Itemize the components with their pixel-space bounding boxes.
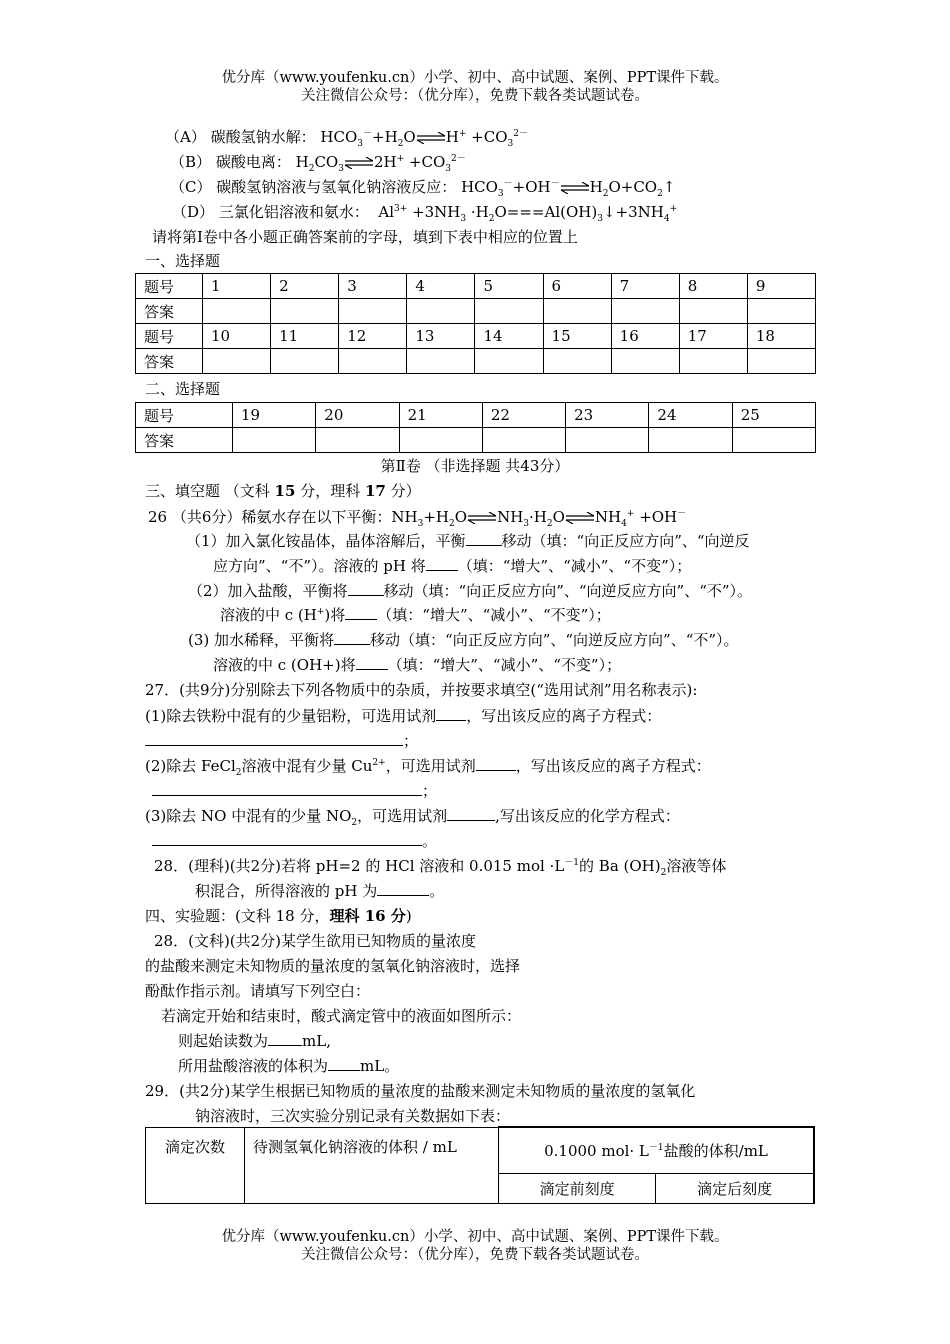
- answer-cell[interactable]: [271, 299, 339, 324]
- table-label: 题号: [136, 274, 203, 299]
- q28-science-line1: 28．(理科)(共2分)若将 pH=2 的 HCl 溶液和 0.015 mol $\cdot L^{-1}$的 Ba $(OH)_2$溶液等体: [154, 857, 727, 878]
- answer-blank[interactable]: [145, 731, 403, 746]
- q27-part3-answer: 。: [152, 831, 437, 851]
- section3-title: 三、填空题 （文科 15 分，理科 17 分）: [145, 482, 421, 500]
- equilibrium-arrow-icon: [560, 182, 590, 194]
- answer-cell[interactable]: [543, 349, 611, 374]
- page-header-line2: 关注微信公众号：（优分库），免费下载各类试题试卷。: [301, 88, 649, 104]
- table-cell: 25: [732, 403, 815, 428]
- answer-cell[interactable]: [679, 299, 747, 324]
- table-cell: 9: [747, 274, 815, 299]
- table-label: 题号: [136, 403, 233, 428]
- section2-title: 二、选择题: [145, 380, 221, 398]
- table-cell: 12: [339, 324, 407, 349]
- table-header: 待测氢氧化钠溶液的体积 / mL: [245, 1127, 499, 1203]
- q28-liberal-line4: 若滴定开始和结束时，酸式滴定管中的液面如图所示：: [161, 1007, 522, 1025]
- option-b: （B） 碳酸电离： $H_2CO_3$ $2H^+ +CO_3^{2-}$: [170, 153, 466, 174]
- answer-blank[interactable]: [152, 831, 422, 846]
- page-footer-line2: 关注微信公众号：（优分库），免费下载各类试题试卷。: [301, 1247, 649, 1263]
- answer-cell[interactable]: [203, 299, 271, 324]
- q27-part1: (1)除去铁粉中混有的少量铝粉，可选用试剂 ，写出该反应的离子方程式：: [145, 707, 662, 725]
- answer-cell[interactable]: [407, 299, 475, 324]
- answer-blank[interactable]: [436, 706, 466, 721]
- table-cell: 6: [543, 274, 611, 299]
- page-header-line1: 优分库（www.youfenku.cn）小学、初中、高中试题、案例、PPT课件下载。: [221, 70, 729, 86]
- q26-head: 26 （共6分）稀氨水存在以下平衡：$NH_3+H_2O$ $NH_3\cdot H_2O$ $NH_4^+ +OH^-$: [148, 508, 687, 529]
- table-label: 答案: [136, 299, 203, 324]
- answer-blank[interactable]: [334, 630, 370, 645]
- answer-cell[interactable]: [475, 349, 543, 374]
- section4-title: 四、实验题：(文科 18 分，理科 16 分): [145, 907, 412, 925]
- table-cell: 7: [611, 274, 679, 299]
- answer-blank[interactable]: [356, 655, 388, 670]
- answer-blank[interactable]: [345, 605, 377, 620]
- answer-blank[interactable]: [466, 531, 502, 546]
- table-header: 滴定次数: [146, 1127, 245, 1203]
- answer-blank[interactable]: [328, 1056, 360, 1071]
- answer-blank[interactable]: [426, 556, 458, 571]
- q28-liberal-line3: 酚酞作指示剂。请填写下列空白：: [145, 982, 371, 1000]
- q26-part1-line2: 应方向”、“不”）。溶液的 pH 将 （填：“增大”、“减小”、“不变”）；: [213, 557, 692, 575]
- table-cell: 10: [203, 324, 271, 349]
- table-cell: 13: [407, 324, 475, 349]
- answer-blank[interactable]: [377, 881, 429, 896]
- q28-liberal-line1: 28．(文科)(共2分)某学生欲用已知物质的量浓度: [154, 932, 477, 950]
- answer-cell[interactable]: [566, 428, 649, 453]
- q27-part3: (3)除去 NO 中混有的少量 $NO_2$，可选用试剂 ,写出该反应的化学方程式：: [145, 807, 680, 828]
- table-label: 题号: [136, 324, 203, 349]
- answer-cell[interactable]: [679, 349, 747, 374]
- q27-head: 27．(共9分)分别除去下列各物质中的杂质，并按要求填空(“选用试剂”用名称表示):: [145, 681, 698, 699]
- table-cell: 17: [679, 324, 747, 349]
- answer-cell[interactable]: [399, 428, 482, 453]
- table-cell: 15: [543, 324, 611, 349]
- table-header: 0.1000 $mol\cdot L^{-1}$盐酸的体积/mL: [499, 1127, 815, 1174]
- table-cell: 14: [475, 324, 543, 349]
- answer-cell[interactable]: [271, 349, 339, 374]
- answer-blank[interactable]: [268, 1031, 302, 1046]
- q28-liberal-line6: 所用盐酸溶液的体积为 mL。: [178, 1057, 400, 1075]
- answer-blank[interactable]: [348, 581, 384, 596]
- table-cell: 23: [566, 403, 649, 428]
- q29-line1: 29．(共2分)某学生根据已知物质的量浓度的盐酸来测定未知物质的量浓度的氢氧化: [145, 1082, 696, 1100]
- table-cell: 19: [233, 403, 316, 428]
- instruction-text: 请将第Ⅰ卷中各小题正确答案前的字母，填到下表中相应的位置上: [152, 228, 578, 246]
- answer-cell[interactable]: [747, 349, 815, 374]
- answer-cell[interactable]: [732, 428, 815, 453]
- answer-cell[interactable]: [747, 299, 815, 324]
- answer-table-1: [135, 273, 816, 374]
- part2-title: 第Ⅱ卷 （非选择题 共43分）: [380, 457, 570, 475]
- table-cell: 18: [747, 324, 815, 349]
- table-cell: 5: [475, 274, 543, 299]
- table-cell: 2: [271, 274, 339, 299]
- q28-liberal-line5: 则起始读数为 mL,: [178, 1032, 331, 1050]
- answer-cell[interactable]: [611, 299, 679, 324]
- table-cell: 1: [203, 274, 271, 299]
- q26-part1-line1: （1）加入氯化铵晶体，晶体溶解后，平衡 移动（填：“向正反应方向”、“向逆反: [186, 532, 750, 550]
- q27-part1-answer: ；: [145, 731, 418, 751]
- q26-part2-line2: 溶液的中 c (H+)将 （填：“增大”、“减小”、“不变”）；: [220, 606, 611, 624]
- table-label: 答案: [136, 349, 203, 374]
- table-label: 答案: [136, 428, 233, 453]
- q29-line2: 钠溶液时，三次实验分别记录有关数据如下表：: [195, 1107, 511, 1125]
- option-a: （A） 碳酸氢钠水解： $HCO_3^-+H_2O$ $H^+ +CO_3^{2-}$: [165, 128, 528, 149]
- answer-cell[interactable]: [611, 349, 679, 374]
- q28-liberal-line2: 的盐酸来测定未知物质的量浓度的氢氧化钠溶液时，选择: [145, 957, 521, 975]
- answer-blank[interactable]: [152, 781, 422, 796]
- q27-part2: (2)除去 FeCl$_2$溶液中混有少量 $Cu^{2+}$，可选用试剂 ，写出该反应的离子方程式：: [145, 757, 711, 778]
- answer-blank[interactable]: [476, 756, 516, 771]
- table-cell: 20: [316, 403, 399, 428]
- option-d: （D） 三氯化铝溶液和氨水： $Al^{3+} +3NH_3$ $\cdot H_2O===Al(OH)_3↓+3NH_4^+$: [172, 203, 678, 224]
- table-cell: 11: [271, 324, 339, 349]
- answer-cell[interactable]: [339, 349, 407, 374]
- answer-cell[interactable]: [482, 428, 565, 453]
- answer-table-2: [135, 402, 816, 453]
- equilibrium-arrow-icon: [344, 157, 374, 169]
- answer-cell[interactable]: [316, 428, 399, 453]
- page-footer-line1: 优分库（www.youfenku.cn）小学、初中、高中试题、案例、PPT课件下载。: [221, 1229, 729, 1245]
- table-header: 滴定前刻度: [499, 1174, 656, 1203]
- table-header: 滴定后刻度: [656, 1174, 814, 1203]
- q28-science-line2: 积混合，所得溶液的 pH 为 。: [195, 882, 445, 900]
- option-c: （C） 碳酸氢钠溶液与氢氧化钠溶液反应： $HCO_3^-+OH^-$ $H_2O+CO_2↑$: [170, 178, 676, 199]
- table-cell: 16: [611, 324, 679, 349]
- answer-blank[interactable]: [447, 806, 495, 821]
- answer-cell[interactable]: [203, 349, 271, 374]
- section1-title: 一、选择题: [145, 252, 221, 270]
- equilibrium-arrow-icon: [565, 512, 595, 524]
- table-cell: 24: [649, 403, 732, 428]
- table-cell: 21: [399, 403, 482, 428]
- answer-cell[interactable]: [649, 428, 732, 453]
- equilibrium-arrow-icon: [416, 132, 446, 144]
- q26-part2-line1: （2）加入盐酸，平衡将 移动（填：“向正反应方向”、“向逆反应方向”、“不”）。: [188, 582, 753, 600]
- answer-cell[interactable]: [339, 299, 407, 324]
- q27-part2-answer: ；: [152, 781, 437, 801]
- q26-part3-line1: (3) 加水稀释，平衡将 移动（填：“向正反应方向”、“向逆反应方向”、“不”）。: [188, 631, 739, 649]
- table-cell: 3: [339, 274, 407, 299]
- table-cell: 22: [482, 403, 565, 428]
- answer-cell[interactable]: [543, 299, 611, 324]
- answer-cell[interactable]: [233, 428, 316, 453]
- table-cell: 8: [679, 274, 747, 299]
- equilibrium-arrow-icon: [467, 512, 497, 524]
- titration-table: [145, 1126, 815, 1204]
- answer-cell[interactable]: [475, 299, 543, 324]
- answer-cell[interactable]: [407, 349, 475, 374]
- q26-part3-line2: 溶液的中 c (OH+)将 （填：“增大”、“减小”、“不变”）；: [213, 656, 622, 674]
- table-cell: 4: [407, 274, 475, 299]
